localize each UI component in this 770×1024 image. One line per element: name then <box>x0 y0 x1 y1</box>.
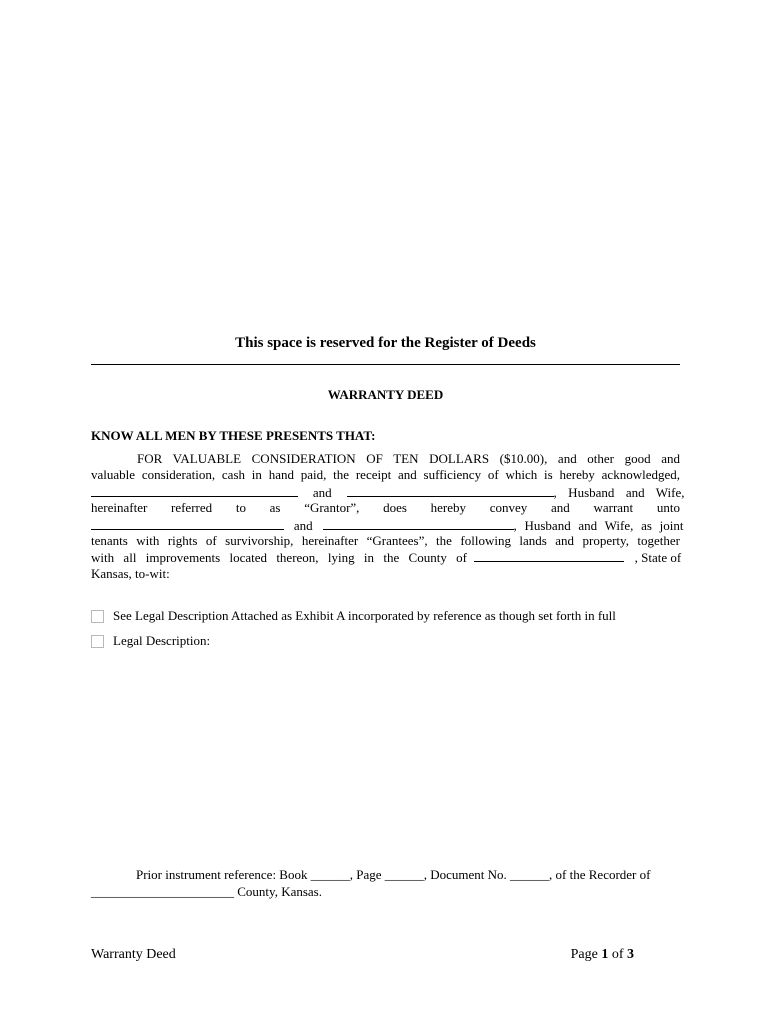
county-line-text: with all improvements located thereon, lying in the County of <box>91 550 467 566</box>
husband-wife-joint-label: , Husband and Wife, as joint <box>513 517 684 533</box>
paragraph-line: tenants with rights of survivorship, hereinafter “Grantees”, the following lands and property, together <box>91 532 680 548</box>
prior-reference-line: Prior instrument reference: Book ______, Page ______, Document No. ______, of the Recorder of <box>136 867 651 882</box>
husband-wife-label: , Husband and Wife, <box>553 484 685 500</box>
total-pages: 3 <box>627 947 634 962</box>
paragraph-line: valuable consideration, cash in hand paid, the receipt and sufficiency of which is hereby acknowledged, <box>91 467 680 483</box>
prior-instrument-reference <box>91 866 680 900</box>
reserved-space-label: This space is reserved for the Register of Deeds <box>235 335 536 351</box>
grantee-name-1-field[interactable] <box>91 517 284 530</box>
current-page: 1 <box>601 947 609 962</box>
prior-reference-line: ______________________ County, Kansas. <box>91 884 322 899</box>
grantor-name-1-field[interactable] <box>91 484 298 497</box>
county-line <box>91 549 680 565</box>
footer-document-name: Warranty Deed <box>91 947 176 962</box>
exhibit-checkbox[interactable] <box>91 610 104 623</box>
and-word: and <box>293 517 313 533</box>
grantee-names-line <box>91 517 684 533</box>
reserved-space-divider <box>91 364 680 365</box>
county-field[interactable] <box>474 549 624 562</box>
know-all-heading: KNOW ALL MEN BY THESE PRESENTS THAT: <box>91 428 376 443</box>
and-word: and <box>312 484 332 500</box>
paragraph-line: hereinafter referred to as “Grantor”, does hereby convey and warrant unto <box>91 500 680 516</box>
grantee-name-2-field[interactable] <box>323 517 514 530</box>
exhibit-option-label: See Legal Description Attached as Exhibit A incorporated by reference as though set forth in full <box>113 608 616 623</box>
page-word: Page <box>570 947 598 962</box>
legal-description-label: Legal Description: <box>113 633 211 648</box>
document-title: WARRANTY DEED <box>327 387 444 402</box>
legal-description-checkbox[interactable] <box>91 635 104 648</box>
paragraph-line: FOR VALUABLE CONSIDERATION OF TEN DOLLARS ($10.00), and other good and <box>137 451 680 466</box>
legal-description-option[interactable] <box>91 632 210 650</box>
state-of-label: , State of <box>634 550 682 566</box>
exhibit-option[interactable] <box>91 607 616 625</box>
footer-page-number <box>571 946 634 964</box>
of-word: of <box>611 947 624 962</box>
grantor-names-line <box>91 484 685 500</box>
paragraph-line: Kansas, to-wit: <box>91 565 170 581</box>
grantor-name-2-field[interactable] <box>347 484 554 497</box>
consideration-paragraph <box>91 451 685 582</box>
